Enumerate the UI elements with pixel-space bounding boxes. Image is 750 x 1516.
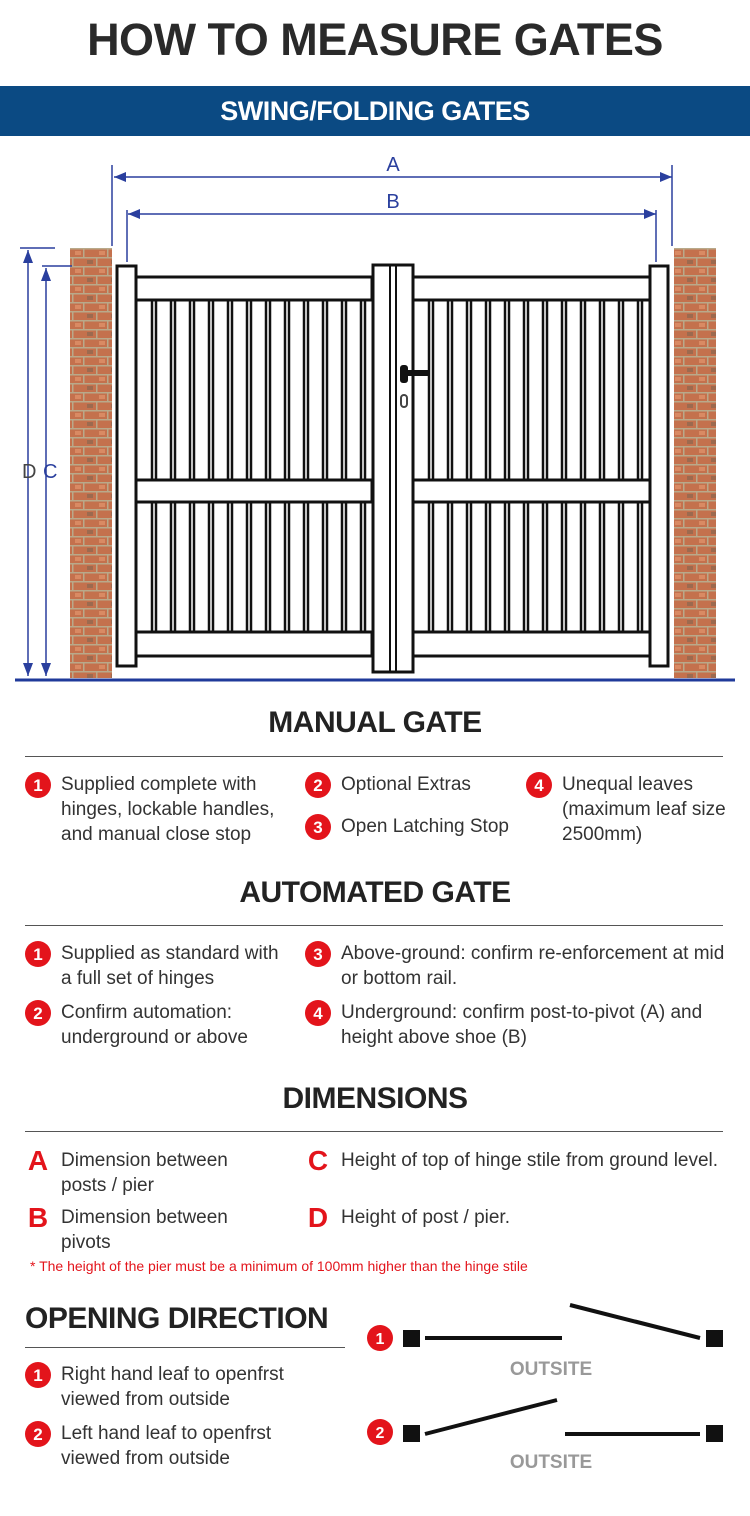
dimension-letter: A xyxy=(27,1145,49,1176)
item-text: Height of top of hinge stile from ground level. xyxy=(341,1150,719,1171)
picket xyxy=(581,300,585,480)
divider xyxy=(25,925,723,926)
picket xyxy=(524,502,528,632)
picket xyxy=(467,502,471,632)
picket xyxy=(171,502,175,632)
pier-height-note: * The height of the pier must be a minimum of 100mm higher than the hinge stile xyxy=(30,1258,528,1274)
picket xyxy=(638,502,642,632)
picket xyxy=(285,502,289,632)
picket xyxy=(152,300,156,480)
picket xyxy=(266,300,270,480)
item-text: Open Latching Stop xyxy=(341,816,509,837)
number-badge: 4 xyxy=(305,1000,331,1026)
dimension-letter: B xyxy=(27,1202,49,1233)
number-badge: 2 xyxy=(375,1425,385,1442)
picket xyxy=(562,502,566,632)
picket xyxy=(619,300,623,480)
list-item xyxy=(305,1145,725,1176)
item-text: Dimension between posts / pier xyxy=(61,1150,228,1196)
manual-gate-heading: MANUAL GATE xyxy=(268,706,482,739)
leaf-open xyxy=(570,1305,700,1338)
picket xyxy=(448,300,452,480)
picket xyxy=(266,502,270,632)
picket xyxy=(247,300,251,480)
picket xyxy=(323,502,327,632)
opening-diagram-1 xyxy=(367,1305,723,1380)
divider xyxy=(25,1131,723,1132)
list-item xyxy=(25,772,295,847)
picket xyxy=(190,300,194,480)
picket xyxy=(619,502,623,632)
label-b: B xyxy=(386,191,400,213)
right-pillar xyxy=(674,248,716,678)
picket xyxy=(152,502,156,632)
item-text: Above-ground: confirm re-enforcement at mid or bottom rail. xyxy=(341,943,725,989)
list-item xyxy=(25,1000,285,1050)
post-icon xyxy=(706,1330,723,1347)
number-badge: 1 xyxy=(25,941,51,967)
label-a: A xyxy=(386,154,400,176)
picket xyxy=(247,502,251,632)
list-item xyxy=(25,1145,265,1198)
left-pillar xyxy=(70,248,112,678)
picket xyxy=(486,300,490,480)
list-item xyxy=(25,1362,325,1412)
label-d: D xyxy=(22,461,37,483)
gate-diagram xyxy=(0,140,750,690)
number-badge: 2 xyxy=(305,772,331,798)
list-item xyxy=(526,772,750,847)
item-text: Underground: confirm post-to-pivot (A) and height above shoe (B) xyxy=(341,1002,703,1048)
picket xyxy=(342,300,346,480)
leaf-open xyxy=(425,1400,557,1434)
picket xyxy=(467,300,471,480)
left-hinge-stile xyxy=(117,266,136,666)
item-text: Optional Extras xyxy=(341,774,471,795)
list-item xyxy=(25,1202,265,1255)
dimension-letter: C xyxy=(307,1145,329,1176)
picket xyxy=(448,502,452,632)
list-item xyxy=(305,1000,735,1050)
item-text: Confirm automation: underground or above xyxy=(61,1002,248,1048)
item-text: Height of post / pier. xyxy=(341,1207,510,1228)
list-item xyxy=(305,814,530,840)
post-icon xyxy=(403,1425,420,1442)
picket xyxy=(505,300,509,480)
number-badge: 2 xyxy=(25,1421,51,1447)
picket xyxy=(323,300,327,480)
item-text: Supplied complete with hinges, lockable handles, and manual close stop xyxy=(61,774,275,845)
divider xyxy=(25,1347,345,1348)
picket xyxy=(543,300,547,480)
outside-label: OUTSITE xyxy=(509,1359,593,1380)
outside-label: OUTSITE xyxy=(509,1452,593,1473)
opening-diagrams xyxy=(360,1295,750,1485)
picket xyxy=(638,300,642,480)
list-item xyxy=(25,1421,325,1471)
picket xyxy=(524,300,528,480)
picket xyxy=(342,502,346,632)
picket xyxy=(304,300,308,480)
right-hinge-stile xyxy=(650,266,668,666)
picket xyxy=(304,502,308,632)
picket xyxy=(543,502,547,632)
item-text: Unequal leaves (maximum leaf size 2500mm) xyxy=(562,774,726,845)
picket xyxy=(429,502,433,632)
dimensions-heading: DIMENSIONS xyxy=(282,1082,468,1115)
number-badge: 3 xyxy=(305,814,331,840)
picket xyxy=(228,300,232,480)
section-band: SWING/FOLDING GATES xyxy=(0,86,750,136)
list-item xyxy=(305,772,525,798)
picket xyxy=(209,502,213,632)
picket xyxy=(171,300,175,480)
opening-direction-heading: OPENING DIRECTION xyxy=(25,1302,329,1335)
list-item xyxy=(25,941,285,991)
number-badge: 1 xyxy=(25,1362,51,1388)
picket xyxy=(361,502,365,632)
post-icon xyxy=(403,1330,420,1347)
page-title: HOW TO MEASURE GATES xyxy=(87,14,663,65)
post-icon xyxy=(706,1425,723,1442)
dimension-letter: D xyxy=(307,1202,329,1233)
picket xyxy=(562,300,566,480)
number-badge: 2 xyxy=(25,1000,51,1026)
item-text: Right hand leaf to openfrst viewed from outside xyxy=(61,1364,284,1410)
picket xyxy=(285,300,289,480)
picket xyxy=(600,502,604,632)
number-badge: 3 xyxy=(305,941,331,967)
number-badge: 4 xyxy=(526,772,552,798)
picket xyxy=(486,502,490,632)
center-post xyxy=(373,265,413,672)
picket xyxy=(361,300,365,480)
item-text: Supplied as standard with a full set of hinges xyxy=(61,943,279,989)
item-text: Dimension between pivots xyxy=(61,1207,228,1253)
opening-diagram-2 xyxy=(367,1400,723,1473)
list-item xyxy=(305,1202,725,1233)
number-badge: 1 xyxy=(375,1331,385,1348)
automated-gate-heading: AUTOMATED GATE xyxy=(239,876,511,909)
picket xyxy=(600,300,604,480)
picket xyxy=(429,300,433,480)
item-text: Left hand leaf to openfrst viewed from outside xyxy=(61,1423,272,1469)
picket xyxy=(581,502,585,632)
picket xyxy=(209,300,213,480)
label-c: C xyxy=(43,461,58,483)
divider xyxy=(25,756,723,757)
picket xyxy=(190,502,194,632)
number-badge: 1 xyxy=(25,772,51,798)
picket xyxy=(505,502,509,632)
list-item xyxy=(305,941,735,991)
picket xyxy=(228,502,232,632)
